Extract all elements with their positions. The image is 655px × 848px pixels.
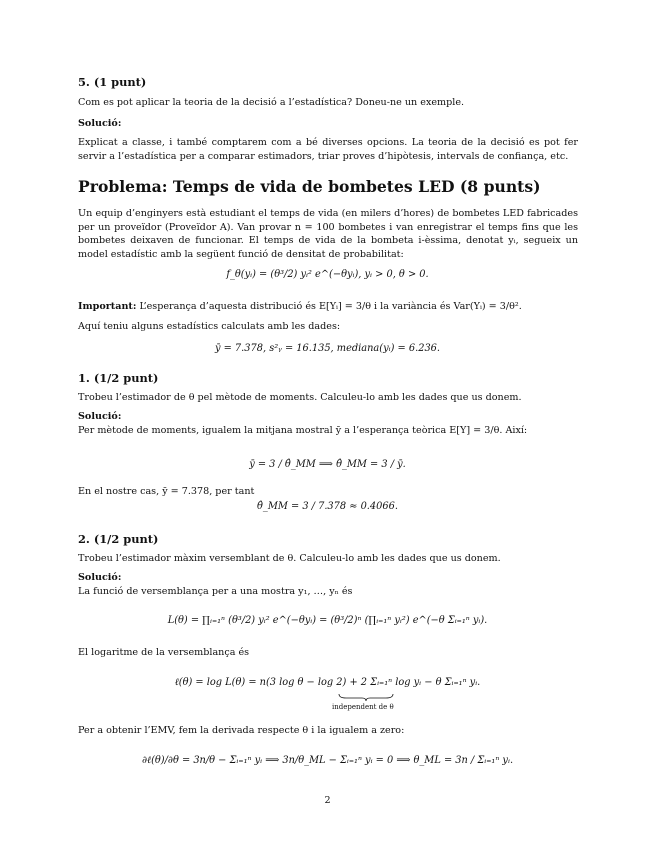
q1-solution-text: Per mètode de moments, igualem la mitjana mostral ȳ a l’esperança teòrica E[Y] = 3/θ. Així: — [78, 425, 528, 436]
q2-solution-label: Solució: — [78, 572, 122, 583]
q1-equation-value: θ̂_MM = 3 / 7.378 ≈ 0.4066. — [257, 501, 398, 512]
q1-case-text: En el nostre cas, ȳ = 7.378, per tant — [78, 486, 255, 497]
q2-question: Trobeu l’estimador màxim versemblant de θ. Calculeu-lo amb les dades que us donem. — [78, 553, 501, 564]
stats-intro: Aquí teniu alguns estadístics calculats amb les dades: — [78, 321, 341, 332]
q2-derivative-intro: Per a obtenir l’EMV, fem la derivada respecte θ i la igualem a zero: — [78, 725, 405, 736]
q2-likelihood-equation: L(θ) = ∏ᵢ₌₁ⁿ (θ³/2) yᵢ² e^(−θyᵢ) = (θ³/2)ⁿ (∏ᵢ₌₁ⁿ yᵢ²) e^(−θ Σᵢ₌₁ⁿ yᵢ). — [167, 615, 488, 626]
underbrace-icon — [338, 693, 394, 701]
q5-solution-text: Explicat a classe, i també comptarem com a bé diverses opcions. La teoria de la decisió es pot fer servir a l’estadística per a comparar estimadors, triar proves d’hipòtesis, intervals de confiança, etc. — [78, 137, 578, 162]
important-note — [78, 300, 522, 314]
problem-intro: Un equip d’enginyers està estudiant el temps de vida (en milers d’hores) de bombetes LED fabricades per un proveïdor (Proveïdor A). Van provar n = 100 bombetes i van enregistrar el temps fins que les bombetes deixaven de funcionar. El temps de vida de la bombeta i-èssima, denotat yᵢ, segueix un model estadístic amb la següent funció de densitat de probabilitat: — [78, 208, 578, 260]
page-number: 2 — [324, 795, 331, 806]
q2-loglik-equation: ℓ(θ) = log L(θ) = n(3 log θ − log 2) + 2 Σᵢ₌₁ⁿ log yᵢ − θ Σᵢ₌₁ⁿ yᵢ. — [174, 677, 481, 688]
q2-likelihood-intro: La funció de versemblança per a una mostra y₁, …, yₙ és — [78, 586, 353, 597]
q1-solution-label: Solució: — [78, 411, 122, 422]
q2-loglik-intro: El logaritme de la versemblança és — [78, 647, 250, 658]
problem-title: Problema: Temps de vida de bombetes LED (8 punts) — [78, 177, 541, 196]
q1-heading: 1. (1/2 punt) — [78, 371, 159, 385]
important-text: L’esperança d’aquesta distribució és E[Yᵢ] = 3/θ i la variància és Var(Yᵢ) = 3/θ². — [139, 301, 522, 312]
q1-equation-mm: ȳ = 3 / θ̂_MM ⟹ θ̂_MM = 3 / ȳ. — [249, 459, 406, 470]
q2-derivative-equation: ∂ℓ(θ)/∂θ = 3n/θ − Σᵢ₌₁ⁿ yᵢ ⟹ 3n/θ_ML − Σᵢ₌₁ⁿ yᵢ = 0 ⟹ θ_ML = 3n / Σᵢ₌₁ⁿ yᵢ. — [141, 755, 514, 766]
underbrace-note: independent de θ — [332, 703, 394, 711]
q5-question: Com es pot aplicar la teoria de la decisió a l’estadística? Doneu-ne un exemple. — [78, 97, 465, 108]
important-label: Important: — [78, 301, 137, 312]
q5-heading: 5. (1 punt) — [78, 75, 147, 89]
q5-solution-label: Solució: — [78, 118, 122, 129]
q1-question: Trobeu l’estimador de θ pel mètode de moments. Calculeu-lo amb les dades que us donem. — [78, 392, 522, 403]
q2-heading: 2. (1/2 punt) — [78, 532, 159, 546]
density-equation: f_θ(yᵢ) = (θ³/2) yᵢ² e^(−θyᵢ), yᵢ > 0, θ > 0. — [226, 269, 429, 280]
stats-equation: ȳ = 7.378, s²ᵧ = 16.135, mediana(yᵢ) = 6.236. — [214, 343, 441, 354]
